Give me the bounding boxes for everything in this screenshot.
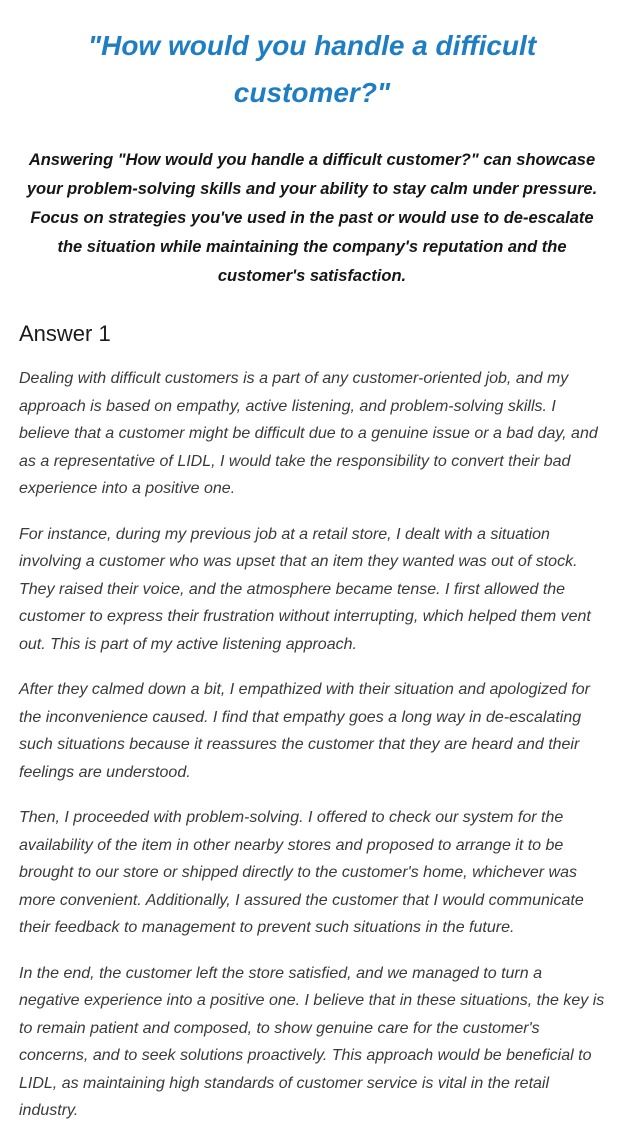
intro-paragraph: Answering "How would you handle a difficult customer?" can showcase your problem-solving skills and your ability to stay calm under pressure. Focus on strategies you've used in the past or would use to de-escalate the situation while maintaining the company's reputation and the customer's satisfaction. xyxy=(26,151,598,285)
answer-1-body xyxy=(18,365,606,1125)
page-title: "How would you handle a difficult customer?" xyxy=(87,30,537,108)
answer-paragraph: After they calmed down a bit, I empathized with their situation and apologized for the inconvenience caused. I find that empathy goes a long way in de-escalating such situations because it reassures the customer that they are heard and their feelings are understood. xyxy=(19,681,590,781)
answer-1-heading: Answer 1 xyxy=(19,321,111,346)
answer-paragraph: Then, I proceeded with problem-solving. I offered to check our system for the availability of the item in other nearby stores and proposed to arrange it to be brought to our store or shipped directly to the customer's home, whichever was more convenient. Additionally, I assured the customer that I would communicate their feedback to management to prevent such situations in the future. xyxy=(19,809,584,936)
answer-paragraph: Dealing with difficult customers is a part of any customer-oriented job, and my approach is based on empathy, active listening, and problem-solving skills. I believe that a customer might be difficult due to a genuine issue or a bad day, and as a representative of LIDL, I would take the responsibility to convert their bad experience into a positive one. xyxy=(19,370,598,497)
answer-paragraph: For instance, during my previous job at a retail store, I dealt with a situation involving a customer who was upset that an item they wanted was out of stock. They raised their voice, and the atmosphere became tense. I first allowed the customer to express their frustration without interrupting, which helped them vent out. This is part of my active listening approach. xyxy=(19,525,591,653)
answer-paragraph: In the end, the customer left the store satisfied, and we managed to turn a negative experience into a positive one. I believe that in these situations, the key is to remain patient and composed, to show genuine care for the customer's concerns, and to seek solutions proactively. This approach would be beneficial to LIDL, as maintaining high standards of customer service is vital in the retail industry. xyxy=(19,964,605,1119)
